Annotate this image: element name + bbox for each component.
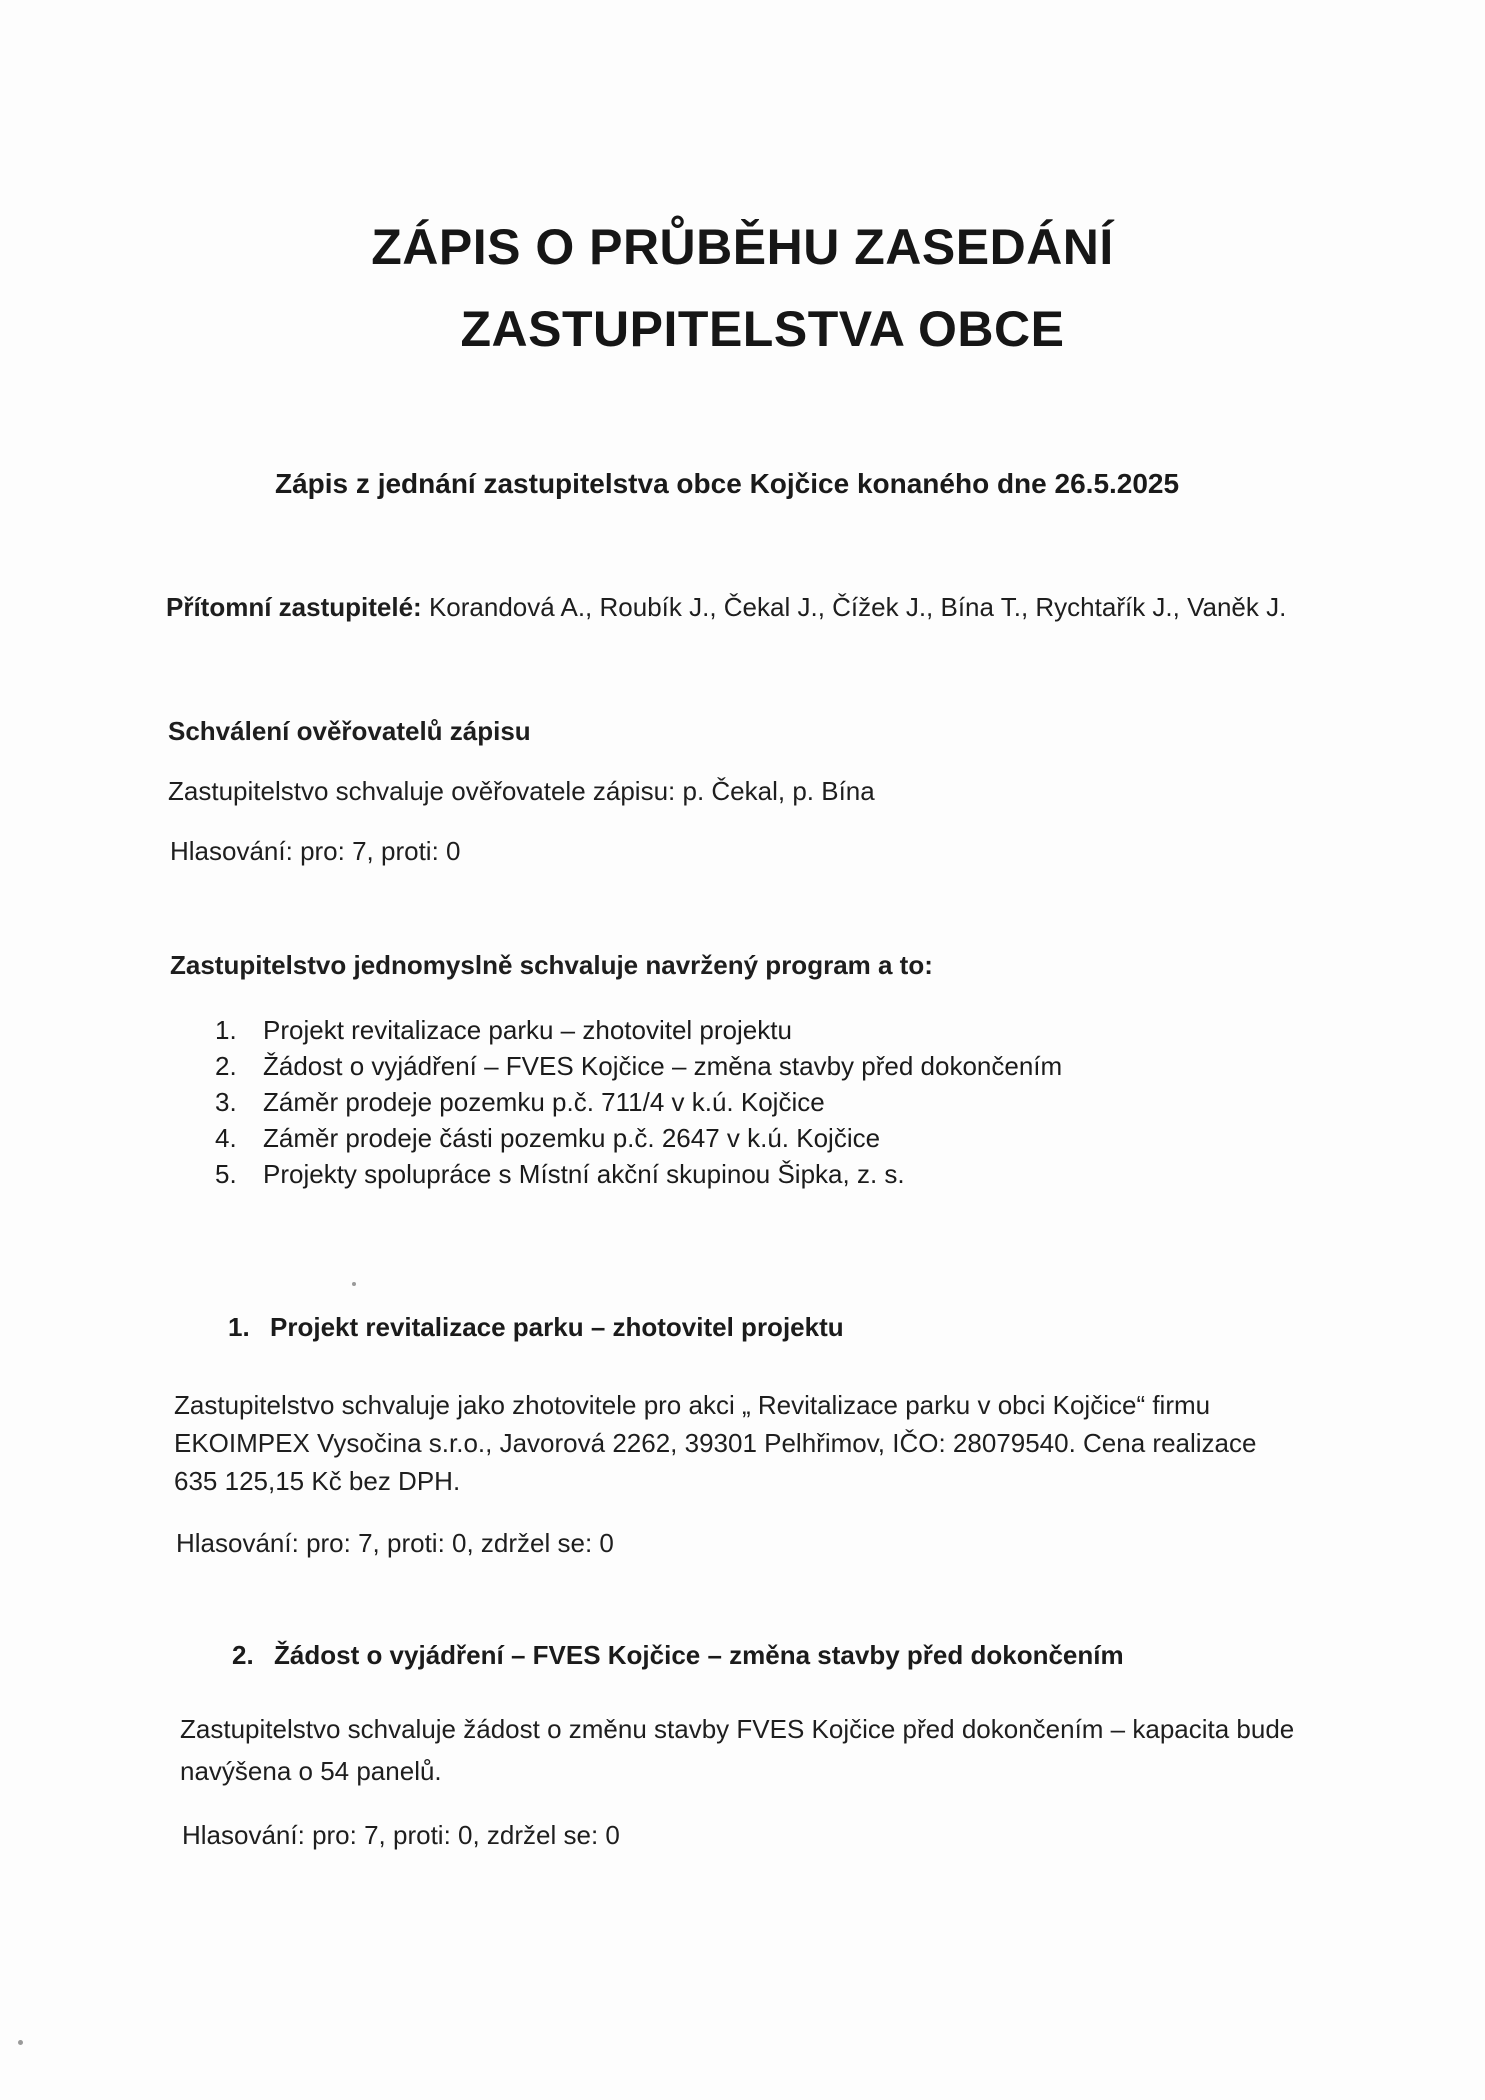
attendance-line (166, 592, 1286, 623)
section1-heading: 1. Projekt revitalizace parku – zhotovitel projektu (228, 1312, 844, 1342)
attendance-label: Přítomní zastupitelé: (166, 592, 422, 622)
verifiers-text: Zastupitelstvo schvaluje ověřovatele zápisu: p. Čekal, p. Bína (168, 776, 875, 806)
list-item: 3. Záměr prodeje pozemku p.č. 711/4 v k.ú. Kojčice (215, 1087, 825, 1117)
verifiers-heading: Schválení ověřovatelů zápisu (168, 716, 531, 746)
document-title-line1: ZÁPIS O PRŮBĚHU ZASEDÁNÍ (371, 219, 1114, 275)
section2-heading: 2. Žádost o vyjádření – FVES Kojčice – změna stavby před dokončením (232, 1640, 1124, 1670)
program-list (215, 1012, 1062, 1192)
section2-text-line1: Zastupitelstvo schvaluje žádost o změnu stavby FVES Kojčice před dokončením – kapacita bude (180, 1714, 1295, 1744)
list-item: 4. Záměr prodeje části pozemku p.č. 2647 v k.ú. Kojčice (215, 1123, 881, 1153)
section2-text-line2: navýšena o 54 panelů. (180, 1756, 442, 1786)
scan-speck (352, 1282, 356, 1286)
list-item: 5. Projekty spolupráce s Místní akční skupinou Šipka, z. s. (215, 1159, 905, 1189)
section1-text-line1: Zastupitelstvo schvaluje jako zhotovitele pro akci „ Revitalizace parku v obci Kojčice“ firmu (174, 1390, 1211, 1420)
section1-text-line2: EKOIMPEX Vysočina s.r.o., Javorová 2262, 39301 Pelhřimov, IČO: 28079540. Cena realizace (174, 1428, 1257, 1458)
section1-text-line3: 635 125,15 Kč bez DPH. (174, 1466, 461, 1496)
scan-speck (18, 2040, 23, 2045)
section1-vote: Hlasování: pro: 7, proti: 0, zdržel se: 0 (176, 1528, 614, 1558)
section2-vote: Hlasování: pro: 7, proti: 0, zdržel se: 0 (182, 1820, 620, 1850)
attendance-names: Korandová A., Roubík J., Čekal J., Čížek J., Bína T., Rychtařík J., Vaněk J. (428, 592, 1287, 622)
document-title-line2: ZASTUPITELSTVA OBCE (460, 301, 1065, 357)
program-heading: Zastupitelstvo jednomyslně schvaluje navržený program a to: (170, 950, 933, 980)
meeting-subtitle: Zápis z jednání zastupitelstva obce Kojčice konaného dne 26.5.2025 (275, 468, 1180, 499)
list-item: 1. Projekt revitalizace parku – zhotovitel projektu (215, 1015, 792, 1045)
verifiers-vote: Hlasování: pro: 7, proti: 0 (170, 836, 461, 866)
list-item: 2. Žádost o vyjádření – FVES Kojčice – změna stavby před dokončením (215, 1051, 1063, 1081)
